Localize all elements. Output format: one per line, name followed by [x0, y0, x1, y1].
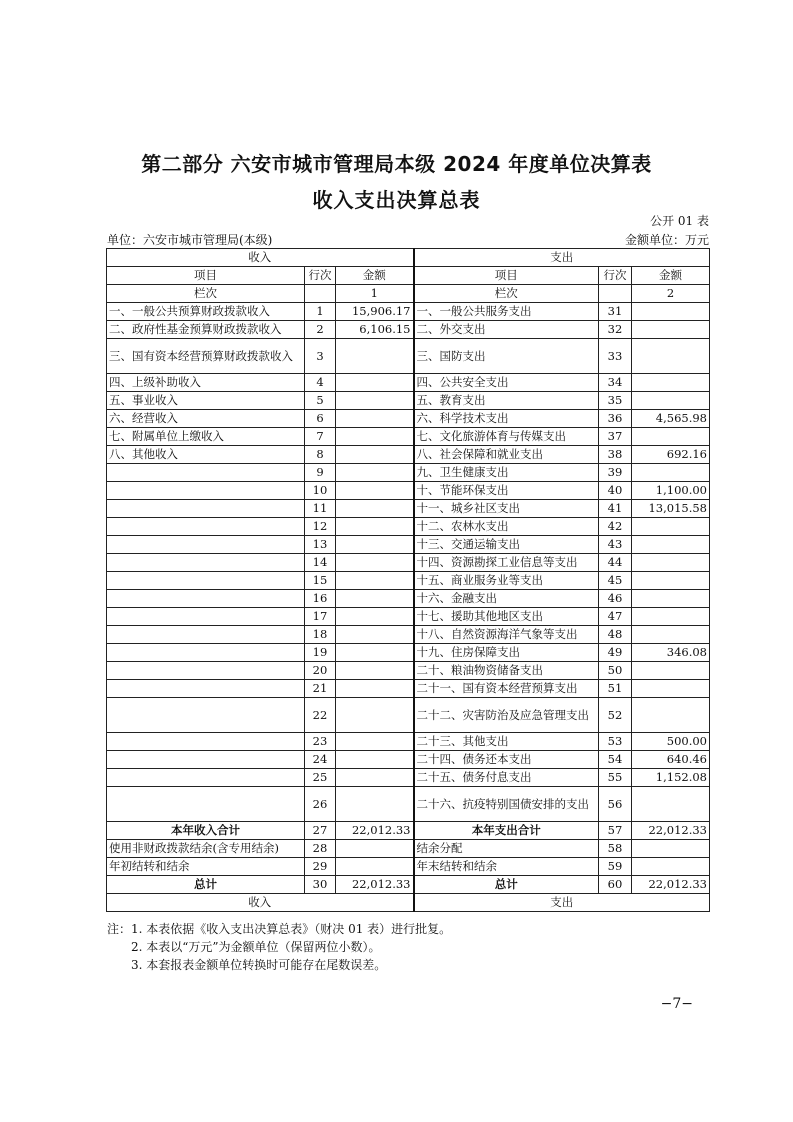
table-row [107, 680, 710, 698]
expense-item-cell: 本年支出合计 [414, 822, 599, 840]
expense-item-cell: 十六、金融支出 [414, 590, 599, 608]
expense-line-no-cell: 46 [599, 590, 632, 608]
income-amount-cell [336, 374, 414, 392]
currency-unit: 金额单位：万元 [624, 233, 709, 247]
income-column-index: 1 [336, 285, 414, 303]
expense-column-blank [599, 285, 632, 303]
expense-amount-cell: 1,152.08 [632, 769, 710, 787]
income-amount-cell [336, 644, 414, 662]
income-item-cell [107, 464, 305, 482]
expense-amount-cell [632, 392, 710, 410]
income-amount-cell [336, 698, 414, 733]
income-item-cell: 六、经营收入 [107, 410, 305, 428]
expense-amount-cell [632, 680, 710, 698]
expense-line-no-cell: 54 [599, 751, 632, 769]
table-row [107, 392, 710, 410]
income-item-cell [107, 680, 305, 698]
expense-amount-cell [632, 840, 710, 858]
table-row [107, 321, 710, 339]
expense-item-cell: 二十四、债务还本支出 [414, 751, 599, 769]
income-item-cell: 总计 [107, 876, 305, 894]
expense-line-no-cell: 50 [599, 662, 632, 680]
table-row [107, 482, 710, 500]
income-item-cell: 二、政府性基金预算财政拨款收入 [107, 321, 305, 339]
expense-line-no-cell: 37 [599, 428, 632, 446]
expense-amount-cell [632, 626, 710, 644]
income-amount-cell [336, 392, 414, 410]
expense-item-cell: 二十一、国有资本经营预算支出 [414, 680, 599, 698]
expense-item-cell: 十五、商业服务业等支出 [414, 572, 599, 590]
expense-amount-cell [632, 572, 710, 590]
table-title: 收入支出决算总表 [312, 188, 481, 212]
income-line-no-cell: 29 [305, 858, 336, 876]
expense-item-cell: 结余分配 [414, 840, 599, 858]
income-amount-cell [336, 608, 414, 626]
expense-item-cell: 二十三、其他支出 [414, 733, 599, 751]
income-line-no-cell: 9 [305, 464, 336, 482]
income-item-cell [107, 536, 305, 554]
expense-line-no-cell: 56 [599, 787, 632, 822]
table-row [107, 536, 710, 554]
expense-amount-cell [632, 662, 710, 680]
income-amount-cell [336, 410, 414, 428]
table-row [107, 698, 710, 733]
expense-line-no-header: 行次 [599, 267, 632, 285]
income-item-cell: 七、附属单位上缴收入 [107, 428, 305, 446]
table-row [107, 428, 710, 446]
income-item-cell: 五、事业收入 [107, 392, 305, 410]
note-2: 2. 本表以“万元”为金额单位（保留两位小数）。 [131, 940, 381, 954]
income-line-no-cell: 30 [305, 876, 336, 894]
income-item-cell [107, 644, 305, 662]
income-amount-cell [336, 446, 414, 464]
income-item-cell [107, 482, 305, 500]
expense-amount-cell [632, 698, 710, 733]
income-line-no-cell: 1 [305, 303, 336, 321]
expense-item-cell: 一、一般公共服务支出 [414, 303, 599, 321]
income-item-cell [107, 733, 305, 751]
expense-amount-cell [632, 536, 710, 554]
income-amount-cell [336, 680, 414, 698]
expense-item-cell: 十八、自然资源海洋气象等支出 [414, 626, 599, 644]
expense-line-no-cell: 59 [599, 858, 632, 876]
expense-line-no-cell: 45 [599, 572, 632, 590]
expense-item-cell: 六、科学技术支出 [414, 410, 599, 428]
expense-amount-cell: 22,012.33 [632, 822, 710, 840]
income-amount-cell [336, 662, 414, 680]
income-amount-cell [336, 536, 414, 554]
income-item-cell: 本年收入合计 [107, 822, 305, 840]
income-item-cell: 四、上级补助收入 [107, 374, 305, 392]
income-amount-cell [336, 840, 414, 858]
expense-line-no-cell: 34 [599, 374, 632, 392]
income-item-cell [107, 500, 305, 518]
expense-line-no-cell: 48 [599, 626, 632, 644]
table-row [107, 840, 710, 858]
income-amount-cell: 22,012.33 [336, 822, 414, 840]
table-notes [107, 920, 451, 974]
expense-item-header: 项目 [414, 267, 599, 285]
expense-amount-cell: 640.46 [632, 751, 710, 769]
income-item-cell [107, 608, 305, 626]
table-row [107, 787, 710, 822]
income-item-header: 项目 [107, 267, 305, 285]
income-column-blank [305, 285, 336, 303]
income-amount-cell [336, 626, 414, 644]
expense-item-cell: 三、国防支出 [414, 339, 599, 374]
income-item-cell [107, 751, 305, 769]
income-line-no-cell: 25 [305, 769, 336, 787]
footer-row [107, 894, 710, 912]
expense-amount-cell [632, 518, 710, 536]
note-3: 3. 本套报表金额单位转换时可能存在尾数误差。 [131, 958, 387, 972]
expense-item-cell: 二十二、灾害防治及应急管理支出 [414, 698, 599, 733]
expense-line-no-cell: 35 [599, 392, 632, 410]
income-line-no-cell: 7 [305, 428, 336, 446]
form-number: 公开 01 表 [650, 214, 709, 228]
expense-amount-cell: 1,100.00 [632, 482, 710, 500]
income-amount-cell [336, 590, 414, 608]
income-item-cell [107, 590, 305, 608]
expense-line-no-cell: 58 [599, 840, 632, 858]
income-amount-cell [336, 769, 414, 787]
income-line-no-cell: 16 [305, 590, 336, 608]
income-amount-cell: 22,012.33 [336, 876, 414, 894]
table-row [107, 608, 710, 626]
income-item-cell [107, 698, 305, 733]
expense-item-cell: 十一、城乡社区支出 [414, 500, 599, 518]
expense-item-cell: 总计 [414, 876, 599, 894]
total-row [107, 876, 710, 894]
income-line-no-cell: 27 [305, 822, 336, 840]
expense-line-no-cell: 31 [599, 303, 632, 321]
expense-item-cell: 二十、粮油物资储备支出 [414, 662, 599, 680]
income-line-no-cell: 3 [305, 339, 336, 374]
expense-amount-cell [632, 787, 710, 822]
table-row [107, 626, 710, 644]
table-row [107, 464, 710, 482]
expense-line-no-cell: 44 [599, 554, 632, 572]
total-row [107, 822, 710, 840]
income-amount-cell [336, 733, 414, 751]
income-amount-cell [336, 428, 414, 446]
expense-line-no-cell: 55 [599, 769, 632, 787]
income-line-no-cell: 28 [305, 840, 336, 858]
expense-line-no-cell: 47 [599, 608, 632, 626]
income-amount-cell [336, 464, 414, 482]
income-amount-cell [336, 858, 414, 876]
income-line-no-cell: 17 [305, 608, 336, 626]
expense-item-cell: 四、公共安全支出 [414, 374, 599, 392]
table-row [107, 662, 710, 680]
income-amount-cell [336, 572, 414, 590]
income-line-no-cell: 14 [305, 554, 336, 572]
income-line-no-cell: 11 [305, 500, 336, 518]
expense-amount-cell [632, 858, 710, 876]
income-amount-cell [336, 787, 414, 822]
expense-amount-cell: 13,015.58 [632, 500, 710, 518]
expense-line-no-cell: 41 [599, 500, 632, 518]
income-section-header: 收入 [107, 249, 414, 267]
expense-amount-cell: 4,565.98 [632, 410, 710, 428]
expense-amount-header: 金额 [632, 267, 710, 285]
footer-expense-label: 支出 [414, 894, 710, 912]
table-row [107, 446, 710, 464]
table-row [107, 518, 710, 536]
expense-line-no-cell: 40 [599, 482, 632, 500]
table-row [107, 644, 710, 662]
table-row [107, 410, 710, 428]
expense-amount-cell [632, 464, 710, 482]
table-row [107, 500, 710, 518]
expense-amount-cell: 500.00 [632, 733, 710, 751]
expense-section-header: 支出 [414, 249, 710, 267]
table-row [107, 769, 710, 787]
expense-line-no-cell: 52 [599, 698, 632, 733]
income-amount-cell [336, 500, 414, 518]
expense-amount-cell: 346.08 [632, 644, 710, 662]
expense-amount-cell: 22,012.33 [632, 876, 710, 894]
expense-amount-cell [632, 590, 710, 608]
income-item-cell [107, 518, 305, 536]
expense-amount-cell [632, 321, 710, 339]
income-item-cell [107, 787, 305, 822]
expense-column-label: 栏次 [414, 285, 599, 303]
income-amount-cell [336, 751, 414, 769]
expense-item-cell: 二、外交支出 [414, 321, 599, 339]
income-amount-cell: 15,906.17 [336, 303, 414, 321]
expense-item-cell: 九、卫生健康支出 [414, 464, 599, 482]
income-amount-cell [336, 518, 414, 536]
expense-item-cell: 十九、住房保障支出 [414, 644, 599, 662]
expense-item-cell: 十三、交通运输支出 [414, 536, 599, 554]
income-item-cell [107, 662, 305, 680]
page-number: −7− [660, 996, 693, 1012]
page-title: 第二部分 六安市城市管理局本级 2024 年度单位决算表 [141, 152, 652, 176]
expense-amount-cell [632, 428, 710, 446]
column-header-row [107, 267, 710, 285]
column-index-row [107, 285, 710, 303]
expense-line-no-cell: 43 [599, 536, 632, 554]
income-item-cell [107, 572, 305, 590]
income-amount-cell [336, 554, 414, 572]
expense-amount-cell [632, 554, 710, 572]
expense-line-no-cell: 39 [599, 464, 632, 482]
expense-item-cell: 七、文化旅游体育与传媒支出 [414, 428, 599, 446]
expense-column-index: 2 [632, 285, 710, 303]
income-line-no-cell: 13 [305, 536, 336, 554]
income-line-no-cell: 21 [305, 680, 336, 698]
income-amount-header: 金额 [336, 267, 414, 285]
income-item-cell: 年初结转和结余 [107, 858, 305, 876]
footer-income-label: 收入 [107, 894, 414, 912]
income-line-no-cell: 12 [305, 518, 336, 536]
expense-item-cell: 十二、农林水支出 [414, 518, 599, 536]
expense-line-no-cell: 57 [599, 822, 632, 840]
income-item-cell [107, 769, 305, 787]
income-line-no-cell: 26 [305, 787, 336, 822]
expense-line-no-cell: 33 [599, 339, 632, 374]
income-line-no-cell: 5 [305, 392, 336, 410]
income-expense-table [106, 248, 710, 912]
table-row [107, 339, 710, 374]
section-header-row [107, 249, 710, 267]
expense-line-no-cell: 49 [599, 644, 632, 662]
expense-line-no-cell: 38 [599, 446, 632, 464]
expense-line-no-cell: 60 [599, 876, 632, 894]
income-line-no-cell: 2 [305, 321, 336, 339]
expense-item-cell: 十、节能环保支出 [414, 482, 599, 500]
income-line-no-cell: 23 [305, 733, 336, 751]
table-row [107, 590, 710, 608]
expense-item-cell: 十四、资源勘探工业信息等支出 [414, 554, 599, 572]
expense-item-cell: 十七、援助其他地区支出 [414, 608, 599, 626]
note-1: 注：1. 本表依据《收入支出决算总表》（财决 01 表）进行批复。 [107, 922, 452, 936]
expense-amount-cell [632, 303, 710, 321]
income-line-no-header: 行次 [305, 267, 336, 285]
income-item-cell [107, 626, 305, 644]
expense-line-no-cell: 51 [599, 680, 632, 698]
table-row [107, 858, 710, 876]
table-row [107, 572, 710, 590]
table-row [107, 303, 710, 321]
table-row [107, 554, 710, 572]
expense-amount-cell [632, 339, 710, 374]
reporting-unit: 单位：六安市城市管理局(本级) [107, 233, 273, 247]
income-line-no-cell: 6 [305, 410, 336, 428]
expense-amount-cell [632, 608, 710, 626]
expense-item-cell: 二十六、抗疫特别国债安排的支出 [414, 787, 599, 822]
income-line-no-cell: 10 [305, 482, 336, 500]
income-item-cell [107, 554, 305, 572]
table-row [107, 733, 710, 751]
expense-item-cell: 八、社会保障和就业支出 [414, 446, 599, 464]
income-line-no-cell: 19 [305, 644, 336, 662]
income-amount-cell: 6,106.15 [336, 321, 414, 339]
income-line-no-cell: 24 [305, 751, 336, 769]
income-column-label: 栏次 [107, 285, 305, 303]
income-amount-cell [336, 339, 414, 374]
income-line-no-cell: 18 [305, 626, 336, 644]
income-item-cell: 使用非财政拨款结余(含专用结余) [107, 840, 305, 858]
expense-line-no-cell: 53 [599, 733, 632, 751]
expense-item-cell: 二十五、债务付息支出 [414, 769, 599, 787]
income-line-no-cell: 8 [305, 446, 336, 464]
expense-line-no-cell: 32 [599, 321, 632, 339]
income-item-cell: 三、国有资本经营预算财政拨款收入 [107, 339, 305, 374]
income-line-no-cell: 20 [305, 662, 336, 680]
table-row [107, 751, 710, 769]
income-amount-cell [336, 482, 414, 500]
income-item-cell: 一、一般公共预算财政拨款收入 [107, 303, 305, 321]
income-line-no-cell: 4 [305, 374, 336, 392]
table-row [107, 374, 710, 392]
expense-item-cell: 年末结转和结余 [414, 858, 599, 876]
income-item-cell: 八、其他收入 [107, 446, 305, 464]
expense-line-no-cell: 42 [599, 518, 632, 536]
expense-amount-cell [632, 374, 710, 392]
expense-line-no-cell: 36 [599, 410, 632, 428]
expense-amount-cell: 692.16 [632, 446, 710, 464]
expense-item-cell: 五、教育支出 [414, 392, 599, 410]
income-line-no-cell: 22 [305, 698, 336, 733]
income-line-no-cell: 15 [305, 572, 336, 590]
